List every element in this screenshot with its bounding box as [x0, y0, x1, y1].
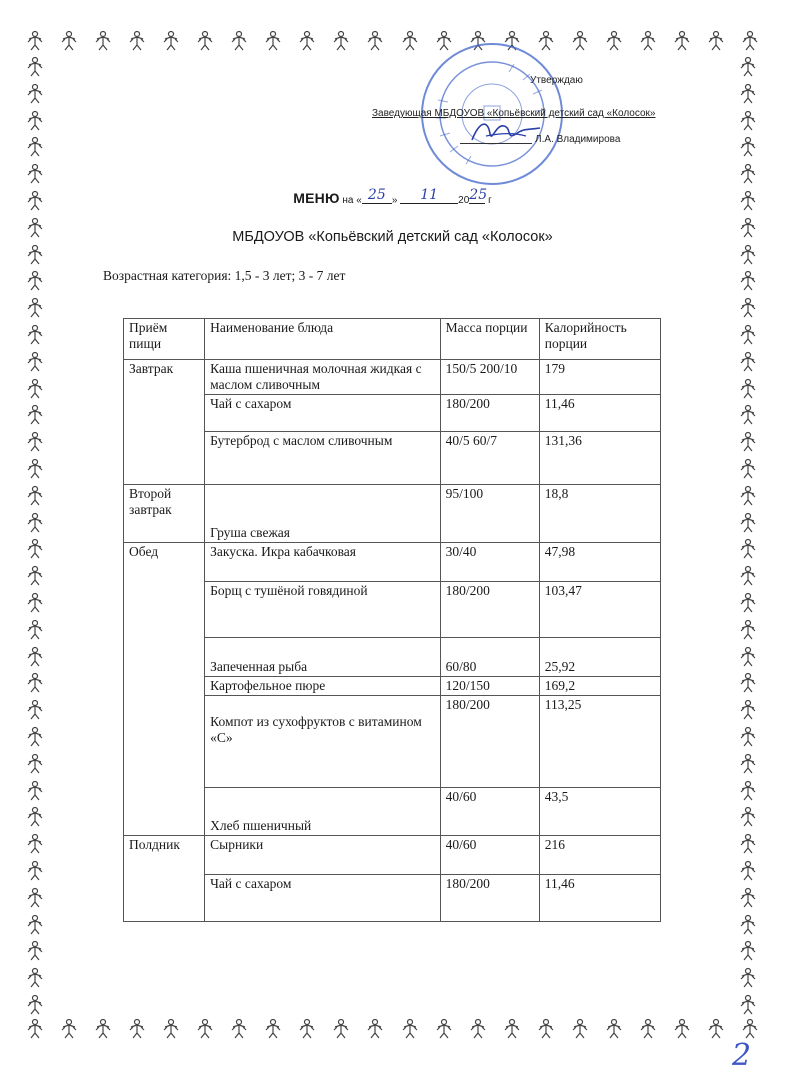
menu-title: МЕНЮ: [293, 190, 340, 206]
border-ornament-icon: [739, 914, 759, 936]
mass-cell: 180/200: [440, 696, 539, 788]
border-ornament-icon: [739, 270, 759, 292]
dish-cell: Груша свежая: [205, 485, 440, 543]
border-ornament-icon: [366, 30, 384, 54]
kcal-cell: 216: [539, 836, 660, 875]
border-ornament-icon: [196, 1018, 214, 1042]
approval-position: Заведующая МБДОУОВ «Копьёвский детский сад «Колосок»: [372, 108, 656, 119]
table-row: [124, 582, 661, 638]
border-ornament-icon: [332, 30, 350, 54]
approval-name: Л.А. Владимирова: [535, 134, 621, 145]
border-ornament-icon: [401, 30, 419, 54]
dish-cell: Компот из сухофруктов с витамином «С»: [205, 696, 440, 788]
border-ornament-icon: [264, 1018, 282, 1042]
border-ornament-icon: [739, 619, 759, 641]
border-ornament-icon: [26, 83, 46, 105]
border-ornament-icon: [26, 485, 46, 507]
mass-cell: 180/200: [440, 875, 539, 922]
month-field: [400, 187, 458, 204]
border-ornament-icon: [26, 56, 46, 78]
border-ornament-icon: [26, 404, 46, 426]
mass-cell: 40/60: [440, 788, 539, 836]
mass-cell: 180/200: [440, 582, 539, 638]
border-ornament-icon: [739, 699, 759, 721]
border-ornament-icon: [739, 458, 759, 480]
table-row: [124, 485, 661, 543]
border-ornament-icon: [707, 1018, 725, 1042]
border-ornament-icon: [503, 1018, 521, 1042]
border-ornament-icon: [739, 297, 759, 319]
table-row: [124, 677, 661, 696]
mass-cell: 60/80: [440, 638, 539, 677]
border-ornament-icon: [739, 753, 759, 775]
border-ornament-icon: [739, 378, 759, 400]
border-ornament-icon: [26, 994, 46, 1016]
border-ornament-icon: [571, 1018, 589, 1042]
open-quote: «: [356, 195, 362, 206]
border-ornament-icon: [673, 1018, 691, 1042]
border-ornament-icon: [739, 244, 759, 266]
meal-cell: Обед: [124, 543, 205, 836]
mass-cell: 40/5 60/7: [440, 432, 539, 485]
border-ornament-icon: [60, 1018, 78, 1042]
page-number: 2: [732, 1038, 752, 1073]
border-ornament-icon: [739, 83, 759, 105]
decorative-border-bottom: [26, 1018, 759, 1042]
border-ornament-icon: [196, 30, 214, 54]
mass-cell: 120/150: [440, 677, 539, 696]
table-header-row: [124, 319, 661, 360]
border-ornament-icon: [739, 592, 759, 614]
border-ornament-icon: [639, 1018, 657, 1042]
table-row: [124, 788, 661, 836]
dish-cell: Запеченная рыба: [205, 638, 440, 677]
border-ornament-icon: [26, 110, 46, 132]
dish-cell: Сырники: [205, 836, 440, 875]
border-ornament-icon: [128, 1018, 146, 1042]
border-ornament-icon: [739, 887, 759, 909]
border-ornament-icon: [741, 30, 759, 54]
table-row: [124, 395, 661, 432]
border-ornament-icon: [26, 163, 46, 185]
border-ornament-icon: [26, 726, 46, 748]
year-value: 25: [469, 187, 488, 203]
kcal-cell: 131,36: [539, 432, 660, 485]
border-ornament-icon: [230, 1018, 248, 1042]
border-ornament-icon: [60, 30, 78, 54]
border-ornament-icon: [26, 592, 46, 614]
border-ornament-icon: [739, 485, 759, 507]
border-ornament-icon: [26, 1018, 44, 1042]
kcal-cell: 25,92: [539, 638, 660, 677]
border-ornament-icon: [739, 324, 759, 346]
age-category: Возрастная категория: 1,5 - 3 лет; 3 - 7 лет: [103, 268, 346, 283]
border-ornament-icon: [401, 1018, 419, 1042]
border-ornament-icon: [298, 1018, 316, 1042]
border-ornament-icon: [739, 404, 759, 426]
border-ornament-icon: [739, 806, 759, 828]
handwritten-signature: [466, 116, 546, 146]
border-ornament-icon: [739, 860, 759, 882]
border-ornament-icon: [26, 565, 46, 587]
border-ornament-icon: [26, 351, 46, 373]
kcal-cell: 179: [539, 360, 660, 395]
border-ornament-icon: [26, 458, 46, 480]
border-ornament-icon: [26, 30, 44, 54]
border-ornament-icon: [230, 30, 248, 54]
border-ornament-icon: [537, 1018, 555, 1042]
decorative-border-top: [26, 30, 759, 54]
border-ornament-icon: [26, 136, 46, 158]
border-ornament-icon: [26, 619, 46, 641]
menu-date-line: [0, 187, 785, 206]
border-ornament-icon: [639, 30, 657, 54]
mass-cell: 95/100: [440, 485, 539, 543]
border-ornament-icon: [605, 30, 623, 54]
border-ornament-icon: [739, 431, 759, 453]
border-ornament-icon: [26, 940, 46, 962]
kcal-cell: 113,25: [539, 696, 660, 788]
kcal-cell: 169,2: [539, 677, 660, 696]
border-ornament-icon: [739, 56, 759, 78]
table-row: [124, 638, 661, 677]
menu-on: на: [342, 195, 354, 206]
menu-table: [123, 318, 661, 922]
year-field: [469, 187, 488, 204]
dish-cell: Каша пшеничная молочная жидкая с маслом сливочным: [205, 360, 440, 395]
border-ornament-icon: [366, 1018, 384, 1042]
month-value: 11: [420, 187, 439, 203]
approval-title: Утверждаю: [530, 75, 583, 86]
border-ornament-icon: [26, 967, 46, 989]
kcal-cell: 43,5: [539, 788, 660, 836]
border-ornament-icon: [26, 914, 46, 936]
header-meal: Приём пищи: [124, 319, 205, 360]
year-suffix: г: [488, 195, 492, 206]
kcal-cell: 11,46: [539, 395, 660, 432]
border-ornament-icon: [26, 860, 46, 882]
table-row: [124, 875, 661, 922]
border-ornament-icon: [739, 726, 759, 748]
header-mass: Масса порции: [440, 319, 539, 360]
header-kcal: Калорийность порции: [539, 319, 660, 360]
border-ornament-icon: [332, 1018, 350, 1042]
border-ornament-icon: [707, 30, 725, 54]
year-prefix: 20: [458, 195, 470, 206]
table-row: [124, 696, 661, 788]
organization-title: МБДОУОВ «Копьёвский детский сад «Колосок»: [232, 229, 553, 245]
border-ornament-icon: [26, 753, 46, 775]
border-ornament-icon: [264, 30, 282, 54]
border-ornament-icon: [739, 833, 759, 855]
border-ornament-icon: [94, 30, 112, 54]
dish-cell: Борщ с тушёной говядиной: [205, 582, 440, 638]
border-ornament-icon: [26, 887, 46, 909]
border-ornament-icon: [435, 1018, 453, 1042]
border-ornament-icon: [128, 30, 146, 54]
border-ornament-icon: [739, 646, 759, 668]
border-ornament-icon: [26, 270, 46, 292]
mass-cell: 30/40: [440, 543, 539, 582]
day-field: [362, 187, 392, 204]
table-row: [124, 360, 661, 395]
dish-cell: Чай с сахаром: [205, 395, 440, 432]
border-ornament-icon: [739, 780, 759, 802]
dish-cell: Бутерброд с маслом сливочным: [205, 432, 440, 485]
table-row: [124, 836, 661, 875]
mass-cell: 180/200: [440, 395, 539, 432]
dish-cell: Хлеб пшеничный: [205, 788, 440, 836]
dish-cell: Закуска. Икра кабачковая: [205, 543, 440, 582]
border-ornament-icon: [739, 136, 759, 158]
border-ornament-icon: [469, 1018, 487, 1042]
border-ornament-icon: [26, 646, 46, 668]
border-ornament-icon: [26, 324, 46, 346]
day-value: 25: [367, 187, 386, 203]
border-ornament-icon: [739, 512, 759, 534]
meal-cell: Второй завтрак: [124, 485, 205, 543]
border-ornament-icon: [26, 833, 46, 855]
border-ornament-icon: [26, 378, 46, 400]
border-ornament-icon: [739, 967, 759, 989]
kcal-cell: 47,98: [539, 543, 660, 582]
table-row: [124, 432, 661, 485]
mass-cell: 40/60: [440, 836, 539, 875]
border-ornament-icon: [26, 538, 46, 560]
border-ornament-icon: [162, 30, 180, 54]
border-ornament-icon: [739, 940, 759, 962]
kcal-cell: 18,8: [539, 485, 660, 543]
mass-cell: 150/5 200/10: [440, 360, 539, 395]
header-dish: Наименование блюда: [205, 319, 440, 360]
border-ornament-icon: [739, 351, 759, 373]
meal-cell: Завтрак: [124, 360, 205, 485]
border-ornament-icon: [739, 110, 759, 132]
meal-cell: Полдник: [124, 836, 205, 922]
border-ornament-icon: [26, 297, 46, 319]
dish-cell: Картофельное пюре: [205, 677, 440, 696]
border-ornament-icon: [26, 672, 46, 694]
border-ornament-icon: [162, 1018, 180, 1042]
border-ornament-icon: [673, 30, 691, 54]
border-ornament-icon: [739, 672, 759, 694]
border-ornament-icon: [298, 30, 316, 54]
kcal-cell: 103,47: [539, 582, 660, 638]
border-ornament-icon: [739, 163, 759, 185]
border-ornament-icon: [94, 1018, 112, 1042]
close-quote: »: [391, 195, 398, 206]
border-ornament-icon: [26, 806, 46, 828]
dish-cell: Чай с сахаром: [205, 875, 440, 922]
border-ornament-icon: [739, 538, 759, 560]
border-ornament-icon: [605, 1018, 623, 1042]
table-row: [124, 543, 661, 582]
border-ornament-icon: [26, 512, 46, 534]
border-ornament-icon: [26, 699, 46, 721]
border-ornament-icon: [26, 780, 46, 802]
border-ornament-icon: [739, 565, 759, 587]
border-ornament-icon: [571, 30, 589, 54]
kcal-cell: 11,46: [539, 875, 660, 922]
border-ornament-icon: [26, 244, 46, 266]
border-ornament-icon: [739, 994, 759, 1016]
border-ornament-icon: [26, 431, 46, 453]
